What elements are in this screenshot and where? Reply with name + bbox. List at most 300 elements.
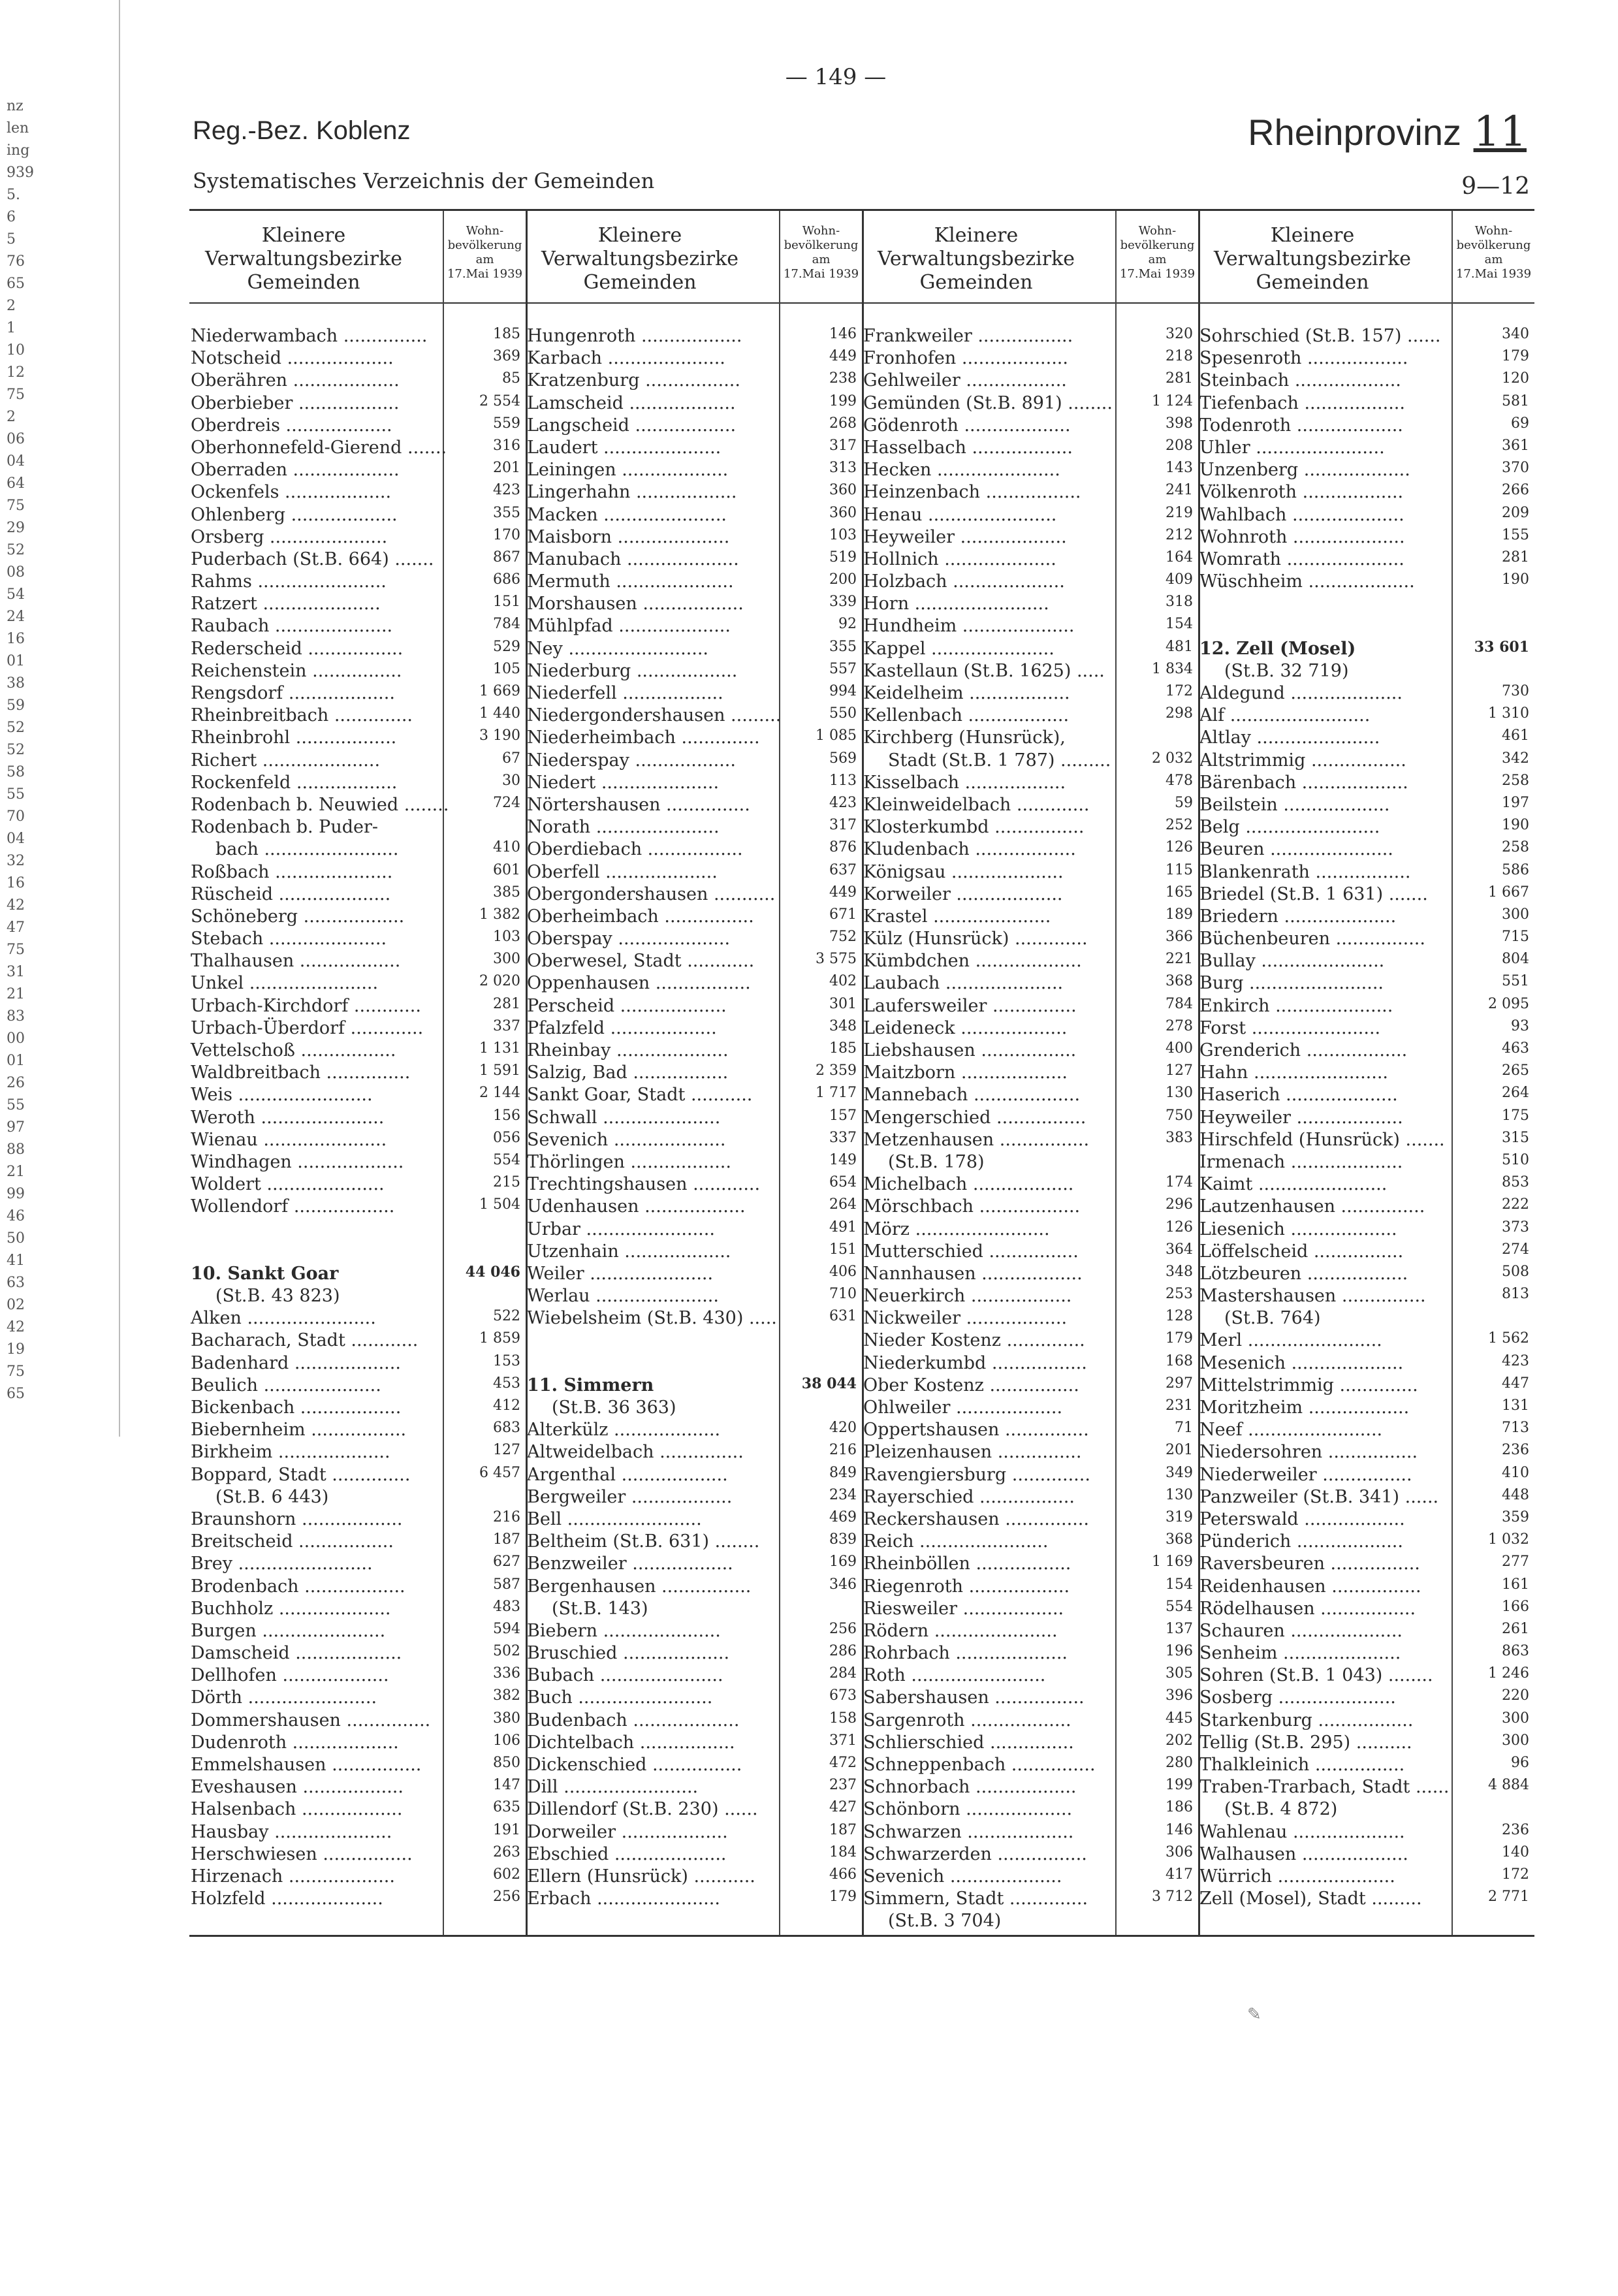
municipality-name: Todenroth ................... (1199, 415, 1403, 436)
population-value: 366 (1166, 929, 1193, 946)
population-value: 199 (1166, 1777, 1193, 1794)
margin-fragment: 1 (7, 320, 16, 336)
table-row (526, 1264, 862, 1286)
population-value: 400 (1166, 1040, 1193, 1057)
municipality-name: (St.B. 32 719) (1224, 660, 1349, 681)
table-row (526, 1375, 862, 1397)
population-value: 186 (1166, 1799, 1193, 1816)
population-value: 453 (493, 1375, 520, 1392)
municipality-name: Oberhonnefeld-Gierend ....... (191, 437, 447, 458)
margin-fragment: 19 (7, 1341, 25, 1358)
municipality-name: Rengsdorf ................... (191, 683, 395, 703)
municipality-name: Altlay ...................... (1199, 727, 1380, 748)
table-row (862, 1375, 1198, 1397)
population-value: 222 (1502, 1196, 1529, 1213)
municipality-name: Löffelscheid ................ (1199, 1241, 1404, 1262)
population-value: 1 859 (479, 1330, 520, 1347)
municipality-name: Schöneberg .................. (191, 906, 405, 927)
municipality-name: Neuerkirch .................. (863, 1286, 1072, 1307)
population-value: 300 (1502, 1710, 1529, 1727)
population-value: 368 (1166, 1531, 1193, 1548)
population-value: 69 (1511, 415, 1529, 432)
population-value: 179 (829, 1889, 857, 1905)
municipality-name: Beulich ..................... (191, 1375, 381, 1395)
table-row (526, 661, 862, 683)
table-row (526, 1889, 862, 1911)
municipality-name: Sevenich .................... (863, 1866, 1062, 1887)
municipality-name: Rüscheid .................... (191, 884, 391, 904)
municipality-name: Dorweiler ................... (527, 1821, 728, 1842)
table-row (526, 996, 862, 1018)
municipality-name: Nieder Kostenz .............. (863, 1330, 1085, 1351)
table-row (862, 1286, 1198, 1308)
municipality-name: Rheinbay .................... (527, 1040, 729, 1060)
margin-fragment: 2 (7, 409, 16, 425)
margin-fragment: 00 (7, 1030, 25, 1047)
municipality-name: Liesenich ................... (1199, 1219, 1397, 1239)
table-row (862, 1531, 1198, 1554)
municipality-name: Udenhausen .................. (527, 1196, 746, 1217)
margin-fragment: 75 (7, 942, 25, 958)
population-value: 1 591 (479, 1062, 520, 1079)
table-row (189, 1487, 526, 1509)
table-row (862, 1621, 1198, 1643)
table-row (189, 1844, 526, 1866)
population-value: 463 (1502, 1040, 1529, 1057)
population-value: 231 (1166, 1397, 1193, 1414)
table-row (862, 1018, 1198, 1040)
municipality-name: Mittelstrimmig .............. (1199, 1375, 1418, 1395)
municipality-name: Michelbach .................. (863, 1174, 1074, 1195)
population-value: 1 085 (816, 727, 857, 744)
population-value: 172 (1166, 683, 1193, 699)
municipality-name: Manubach .................... (527, 549, 739, 569)
table-row (1198, 1599, 1534, 1621)
municipality-name: Blankenrath ................. (1199, 861, 1411, 882)
municipality-name: Urbach-Kirchdorf ............ (191, 995, 421, 1016)
population-value: 165 (1166, 884, 1193, 901)
population-value: 157 (829, 1107, 857, 1124)
population-value: 804 (1502, 951, 1529, 968)
population-value: 256 (829, 1620, 857, 1637)
table-row (862, 460, 1198, 482)
municipality-name: Ebschied .................... (527, 1843, 727, 1864)
table-row (862, 1130, 1198, 1152)
table-row (526, 973, 862, 995)
municipality-name: Weis ........................ (191, 1085, 373, 1106)
population-value: 398 (1166, 415, 1193, 432)
table-row (862, 1889, 1198, 1911)
table-row (526, 616, 862, 638)
table-row (862, 1487, 1198, 1509)
table-row (526, 527, 862, 549)
header-name-label: Kleinere Verwaltungsbezirke Gemeinden (541, 224, 739, 294)
table-row (526, 1844, 862, 1866)
table-row (189, 415, 526, 438)
population-value: 126 (1166, 1219, 1193, 1236)
table-row (189, 393, 526, 415)
population-value: 876 (829, 839, 857, 856)
table-row (189, 1442, 526, 1464)
table-row (862, 1799, 1198, 1821)
table-row (189, 1822, 526, 1844)
municipality-name: Kellenbach .................. (863, 705, 1070, 726)
population-value: 1 032 (1488, 1531, 1529, 1548)
population-value: 2 095 (1488, 995, 1529, 1012)
population-value: 491 (829, 1219, 857, 1236)
population-value: 1 246 (1488, 1665, 1529, 1682)
municipality-name: Kleinweidelbach ............. (863, 794, 1090, 815)
table-row (862, 505, 1198, 527)
population-value: 863 (1502, 1643, 1529, 1660)
population-value: 1 717 (816, 1085, 857, 1102)
table-row (526, 460, 862, 482)
table-row (189, 370, 526, 392)
population-value: 253 (1166, 1286, 1193, 1303)
table-row (189, 348, 526, 370)
municipality-name: Rayerschied ................. (863, 1486, 1075, 1507)
table-row (526, 1576, 862, 1599)
table-row (526, 817, 862, 839)
margin-fragment: 75 (7, 1363, 25, 1380)
municipality-name: Reckershausen ............... (863, 1508, 1089, 1529)
population-value: 594 (493, 1620, 520, 1637)
municipality-name: Buch ........................ (527, 1687, 713, 1708)
municipality-name: Heyweiler ................... (863, 526, 1067, 547)
municipality-name: Kastellaun (St.B. 1625) ..... (863, 660, 1105, 681)
table-row (1198, 616, 1534, 638)
district-range: 9—12 (1461, 173, 1530, 200)
population-value: 2 359 (816, 1062, 857, 1079)
table-row (862, 906, 1198, 929)
municipality-name: Oberdiebach ................. (527, 839, 743, 860)
table-row (189, 750, 526, 773)
table-row (862, 929, 1198, 951)
table-row (1198, 1755, 1534, 1777)
population-value: 2 554 (479, 392, 520, 409)
municipality-name: Biebern ..................... (527, 1620, 721, 1641)
table-row (862, 683, 1198, 705)
population-value: 2 144 (479, 1085, 520, 1102)
table-row (862, 661, 1198, 683)
margin-fragment: 38 (7, 675, 25, 692)
population-value: 627 (493, 1554, 520, 1571)
table-row (526, 1108, 862, 1130)
table-row (862, 1442, 1198, 1464)
municipality-name: Urbar ....................... (527, 1219, 715, 1239)
table-row (1198, 594, 1534, 616)
municipality-name: Sabershausen ................ (863, 1687, 1085, 1708)
municipality-name: Thalkleinich ................ (1199, 1755, 1405, 1775)
province-number: 11 (1473, 108, 1527, 156)
population-value: 212 (1166, 526, 1193, 543)
table-row (1198, 370, 1534, 392)
municipality-name: Braunshorn .................. (191, 1508, 403, 1529)
municipality-name: Niederspay .................. (527, 750, 736, 771)
population-value: 361 (1502, 437, 1529, 454)
margin-fragment: ing (7, 142, 30, 159)
margin-fragment: 55 (7, 1097, 25, 1113)
margin-fragment: 21 (7, 1164, 25, 1180)
municipality-name: (St.B. 3 704) (888, 1911, 1002, 1932)
population-value: 2 020 (479, 973, 520, 990)
municipality-name: Ellern (Hunsrück) ........... (527, 1866, 755, 1887)
municipality-name: Rheinbrohl .................. (191, 727, 397, 748)
population-value: 1 440 (479, 705, 520, 722)
table-row (862, 1777, 1198, 1799)
municipality-name: Laubach ..................... (863, 973, 1064, 994)
municipality-name: Wahlbach .................... (1199, 504, 1404, 525)
table-row (189, 1621, 526, 1643)
margin-fragment: 16 (7, 875, 25, 891)
municipality-name: Salzig, Bad ................. (527, 1062, 729, 1083)
table-row (862, 549, 1198, 571)
population-value: 750 (1166, 1107, 1193, 1124)
municipality-name: Unzenberg ................... (1199, 460, 1410, 481)
margin-fragment: 06 (7, 431, 25, 447)
table-row (862, 1308, 1198, 1330)
municipality-name: Grenderich .................. (1199, 1040, 1408, 1060)
municipality-name: Rederscheid ................. (191, 638, 404, 659)
population-value: 1 834 (1152, 660, 1193, 677)
municipality-name: Kappel ...................... (863, 638, 1055, 659)
margin-fragment: 5. (7, 187, 20, 203)
municipality-name: Riegenroth .................. (863, 1576, 1070, 1597)
table-row (526, 348, 862, 370)
municipality-name: Gehlweiler .................. (863, 370, 1067, 391)
margin-fragment: 75 (7, 498, 25, 514)
table-row (862, 727, 1198, 750)
population-value: 38 044 (801, 1375, 857, 1392)
table-row (862, 1732, 1198, 1755)
municipality-name: Lötzbeuren .................. (1199, 1263, 1408, 1284)
table-row (1198, 839, 1534, 861)
population-value: 103 (493, 929, 520, 946)
table-row (189, 727, 526, 750)
municipality-name: Briedel (St.B. 1 631) ....... (1199, 884, 1428, 904)
margin-fragment: 63 (7, 1275, 25, 1291)
table-row (526, 705, 862, 727)
population-value: 30 (502, 772, 520, 789)
population-value: 120 (1502, 370, 1529, 387)
municipality-name: Woldert ..................... (191, 1174, 385, 1195)
municipality-name: Boppard, Stadt .............. (191, 1464, 411, 1485)
population-value: 196 (1166, 1643, 1193, 1660)
municipality-name: Thörlingen .................. (527, 1151, 731, 1172)
municipality-name: Notscheid ................... (191, 348, 394, 369)
municipality-name: Niedersohren ................ (1199, 1442, 1418, 1463)
population-value: 137 (1166, 1620, 1193, 1637)
municipality-name: Utzenhain ................... (527, 1241, 731, 1262)
table-row (189, 505, 526, 527)
table-row (1198, 1465, 1534, 1487)
column-header (526, 211, 862, 304)
table-row (526, 1822, 862, 1844)
table-row (1198, 1509, 1534, 1531)
population-value: 586 (1502, 861, 1529, 878)
population-value: 784 (1166, 995, 1193, 1012)
margin-fragment: 97 (7, 1119, 25, 1136)
population-value: 637 (829, 861, 857, 878)
table-row (189, 527, 526, 549)
table-row (1198, 1866, 1534, 1889)
table-row (526, 1130, 862, 1152)
municipality-name: Frankweiler ................. (863, 326, 1073, 346)
municipality-name: Halsenbach .................. (191, 1799, 403, 1820)
population-value: 258 (1502, 772, 1529, 789)
population-value: 383 (1166, 1129, 1193, 1146)
municipality-name: (St.B. 178) (888, 1151, 985, 1172)
table-row (1198, 1375, 1534, 1397)
table-row (862, 1174, 1198, 1196)
table-row (1198, 393, 1534, 415)
population-value: 396 (1166, 1687, 1193, 1704)
table-row (189, 906, 526, 929)
table-row (526, 839, 862, 861)
municipality-name: Dörth ....................... (191, 1687, 377, 1708)
table-row (862, 1219, 1198, 1241)
page-number: — 149 — (785, 64, 887, 90)
population-value: 172 (1502, 1866, 1529, 1883)
population-value: 191 (493, 1821, 520, 1838)
binding-rule (119, 0, 120, 1437)
population-value: 92 (838, 616, 857, 633)
municipality-name: Reich ....................... (863, 1531, 1049, 1552)
population-value: 179 (1166, 1330, 1193, 1347)
municipality-name: Kirchberg (Hunsrück), (863, 727, 1066, 748)
population-value: 519 (829, 549, 857, 566)
municipality-name: Birkheim .................... (191, 1442, 390, 1463)
municipality-name: Reichenstein ................ (191, 660, 402, 681)
population-value: 1 667 (1488, 884, 1529, 901)
table-row (862, 973, 1198, 995)
table-row (189, 705, 526, 727)
table-row (189, 973, 526, 995)
column-header (1198, 211, 1534, 304)
municipality-name: Rohrbach .................... (863, 1643, 1068, 1664)
population-value: 1 169 (1152, 1554, 1193, 1571)
population-value: 4 884 (1488, 1777, 1529, 1794)
population-value: 190 (1502, 571, 1529, 588)
municipality-name: Raubach ..................... (191, 616, 393, 637)
population-value: 126 (1166, 839, 1193, 856)
table-row (1198, 817, 1534, 839)
population-value: 200 (829, 571, 857, 588)
table-row (526, 1442, 862, 1464)
table-row (526, 1799, 862, 1821)
population-value: 265 (1502, 1062, 1529, 1079)
table-row (862, 1844, 1198, 1866)
table-row (1198, 415, 1534, 438)
table-row (1198, 1420, 1534, 1442)
table-row (189, 817, 526, 839)
table-row (189, 1866, 526, 1889)
municipality-name: Würrich ..................... (1199, 1866, 1395, 1887)
table-row (189, 929, 526, 951)
table-row (862, 1665, 1198, 1687)
table-row (862, 594, 1198, 616)
margin-fragment: 2 (7, 298, 16, 314)
municipality-name: Klosterkumbd ................ (863, 817, 1085, 838)
population-value: 427 (829, 1799, 857, 1816)
municipality-name: Argenthal ................... (527, 1464, 728, 1485)
table-row (526, 1710, 862, 1732)
municipality-name: (St.B. 43 823) (215, 1286, 340, 1307)
population-value: 472 (829, 1755, 857, 1771)
margin-fragment: 83 (7, 1008, 25, 1025)
municipality-name: Biebernheim ................. (191, 1420, 407, 1441)
table-row (526, 1062, 862, 1085)
population-value: 557 (829, 660, 857, 677)
table-row (189, 594, 526, 616)
population-value: 199 (829, 392, 857, 409)
population-value: 461 (1502, 727, 1529, 744)
municipality-name: Damscheid ................... (191, 1643, 402, 1664)
population-value: 2 032 (1152, 750, 1193, 767)
municipality-name: Bergenhausen ................ (527, 1576, 752, 1597)
margin-fragment: 76 (7, 253, 25, 270)
municipality-name: Rahms ....................... (191, 571, 387, 592)
population-value: 305 (1166, 1665, 1193, 1682)
table-row (1198, 1286, 1534, 1308)
population-value: 373 (1502, 1219, 1529, 1236)
table-row (526, 773, 862, 795)
table-row (1198, 1777, 1534, 1799)
population-value: 3 190 (479, 727, 520, 744)
table-row (526, 1866, 862, 1889)
table-row (526, 326, 862, 348)
margin-fragment: 58 (7, 764, 25, 780)
table-row (862, 1710, 1198, 1732)
table-row (1198, 1353, 1534, 1375)
population-value: 237 (829, 1777, 857, 1794)
population-value: 839 (829, 1531, 857, 1548)
population-value: 673 (829, 1687, 857, 1704)
table-row (1198, 750, 1534, 773)
population-value: 286 (829, 1643, 857, 1660)
table-row (1198, 862, 1534, 884)
population-value: 300 (493, 951, 520, 968)
municipality-name: Benzweiler .................. (527, 1554, 733, 1574)
table-row (1198, 906, 1534, 929)
population-value: 168 (1166, 1352, 1193, 1369)
table-row (862, 438, 1198, 460)
municipality-name: Hausbay ..................... (191, 1821, 392, 1842)
population-value: 280 (1166, 1755, 1193, 1771)
table-row (862, 884, 1198, 906)
municipality-name: Pleizenhausen ............... (863, 1442, 1082, 1463)
table-row (189, 1755, 526, 1777)
table-row (189, 1420, 526, 1442)
population-value: 300 (1502, 906, 1529, 923)
municipality-name: Mastershausen ............... (1199, 1286, 1426, 1307)
table-row (862, 1420, 1198, 1442)
population-value: 201 (1166, 1442, 1193, 1459)
table-row (1198, 1108, 1534, 1130)
table-row (189, 839, 526, 861)
municipality-name: Bubach ...................... (527, 1665, 723, 1686)
population-value: 153 (493, 1352, 520, 1369)
municipality-name: Niederheimbach .............. (527, 727, 760, 748)
population-value: 127 (493, 1442, 520, 1459)
table-row (189, 1308, 526, 1330)
header-population-label: Wohn- bevölkerung am 17.Mai 1939 (447, 224, 523, 281)
municipality-name: Beltheim (St.B. 631) ........ (527, 1531, 760, 1552)
municipality-name: Ohlweiler ................... (863, 1397, 1063, 1418)
table-row (1198, 1643, 1534, 1665)
municipality-name: Ober Kostenz ................ (863, 1375, 1079, 1395)
table-row (526, 1286, 862, 1308)
